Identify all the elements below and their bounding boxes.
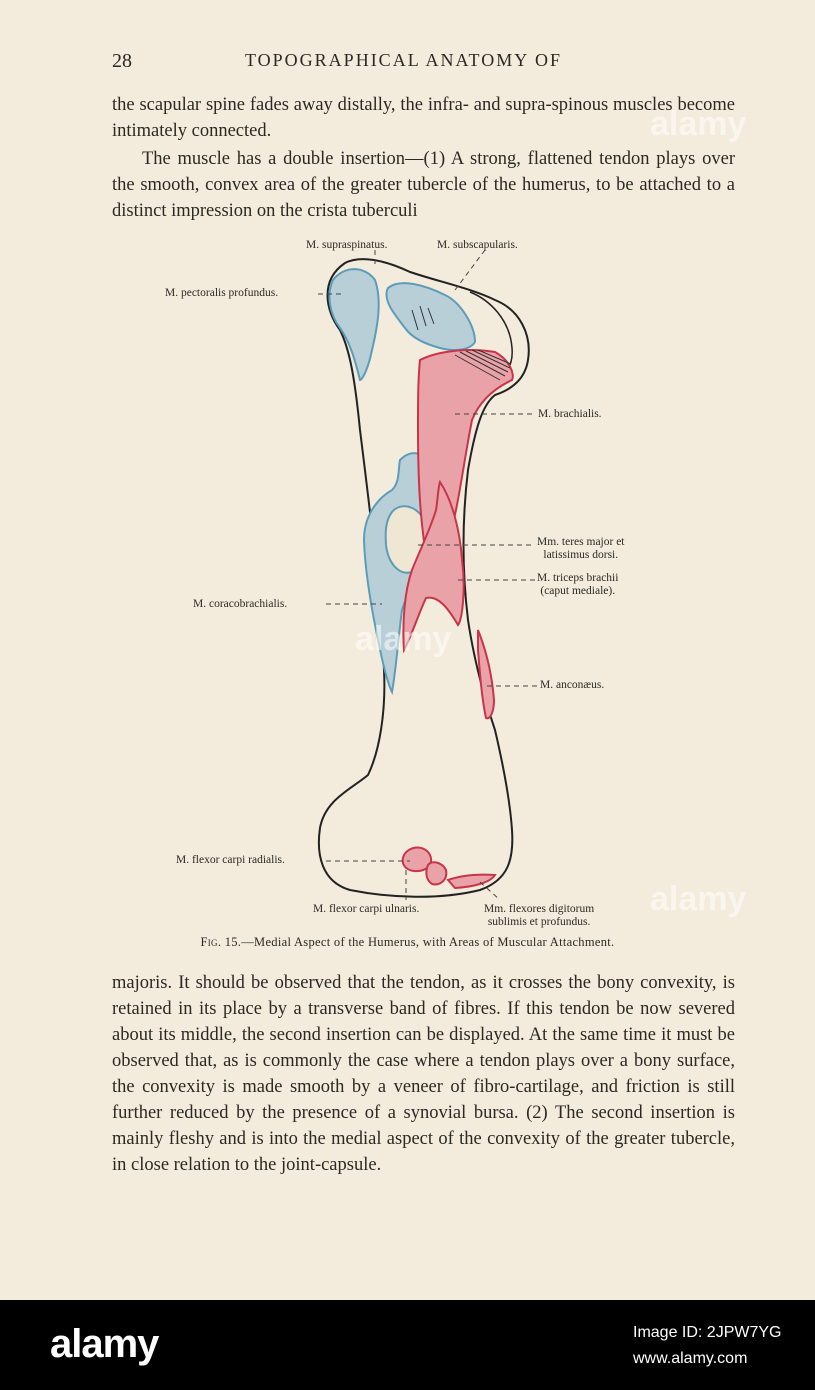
page-number: 28 [112,50,132,72]
supraspinatus-area [329,269,378,380]
label-flexores-line1: Mm. flexores digitorum [484,903,595,915]
site-url[interactable]: www.alamy.com [633,1350,748,1367]
alamy-logo: alamy [50,1322,159,1366]
label-anconaeus: M. anconæus. [540,679,605,691]
label-pectoralis-profundus: M. pectoralis profundus. [165,287,279,299]
caption-text: —Medial Aspect of the Humerus, with Areas of Muscular Attachment. [241,935,615,949]
running-title: TOPOGRAPHICAL ANATOMY OF [245,50,563,70]
label-brachialis: M. brachialis. [538,408,602,420]
label-teres-line2: latissimus dorsi. [543,549,619,561]
label-triceps-line1: M. triceps brachii [537,572,619,584]
flexor-ulnaris-area [426,862,446,884]
stock-footer-bar [0,1300,815,1390]
label-coracobrachialis: M. coracobrachialis. [193,598,288,610]
anconaeus-area [478,630,494,718]
watermark: alamy [355,620,452,658]
label-teres-major [537,536,625,562]
label-triceps [537,572,618,598]
humerus-figure [0,230,815,960]
label-flexores-line2: sublimis et profundus. [487,916,591,928]
paragraph-1: the scapular spine fades away distally, the infra- and supra-spinous muscles become intimately connected. [112,95,735,141]
humerus-illustration [0,230,815,930]
label-supraspinatus: M. supraspinatus. [306,239,388,251]
label-flexor-carpi-radialis: M. flexor carpi radialis. [176,854,285,866]
label-flexor-carpi-ulnaris: M. flexor carpi ulnaris. [313,903,420,915]
label-triceps-line2: (caput mediale). [540,585,616,597]
label-subscapularis: M. subscapularis. [437,239,518,251]
label-teres-line1: Mm. teres major et [537,536,625,548]
paragraph-3: majoris. It should be observed that the tendon, as it crosses the bony convexity, is retained in its place by a transverse band of fibres. If this tendon be now severed about its middle, the second insertion can be displayed. At the same time it must be observed that, as is commonly the case where a tendon plays over a bony surface, the convexity is made smooth by a veneer of fibro-cartilage, and friction is still further reduced by the presence of a synovial bursa. (2) The second insertion is mainly fleshy and is into the medial aspect of the convexity of the greater tubercle, in close relation to the joint-capsule. [112,973,735,1175]
label-flexores-digitorum [484,903,594,929]
figure-caption [0,935,815,950]
image-id: Image ID: 2JPW7YG [633,1324,782,1341]
paragraph-2: The muscle has a double insertion—(1) A strong, flattened tendon plays over the smooth, convex area of the greater tubercle of the humerus, to be attached to a distinct impression on the crista tuberculi [112,149,735,221]
caption-prefix: Fig. 15. [200,935,242,949]
watermark: alamy [650,105,747,143]
watermark: alamy [650,880,747,918]
running-head [0,50,815,80]
